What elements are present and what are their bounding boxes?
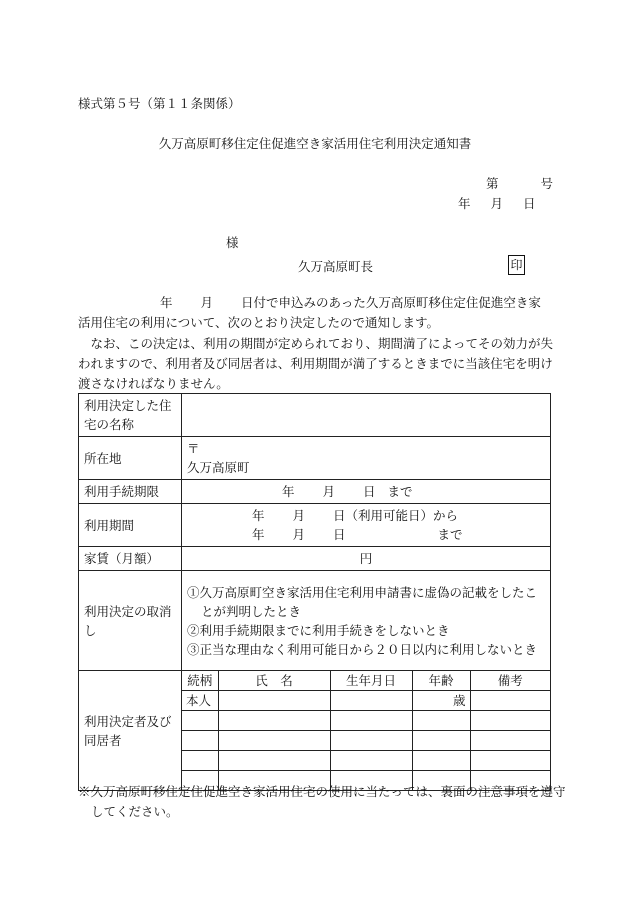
reference-suffix: 号: [540, 176, 554, 191]
deadline-year: 年: [282, 484, 295, 499]
address-label: 所在地: [79, 437, 182, 480]
recipient-honorific: 様: [226, 235, 239, 250]
cancel-item: ①久万高原町空き家活用住宅利用申請書に虚偽の記載をしたことが判明したとき: [187, 584, 538, 619]
cancel-item: ②利用手続期限までに利用手続きをしないとき: [187, 622, 450, 638]
cancel-conditions: [182, 571, 551, 671]
table-row: [182, 691, 550, 711]
issuer-name: 久万高原町長: [298, 259, 374, 274]
housing-name-label: 利用決定した住宅の名称: [79, 394, 182, 437]
deadline-label: 利用手続期限: [79, 480, 182, 504]
para1-day: 日: [241, 295, 254, 310]
body-paragraph-1: [78, 293, 553, 333]
reference-prefix: 第: [486, 176, 499, 191]
occupants-header-row: [182, 671, 550, 691]
period-end-year: 年: [252, 527, 265, 542]
rent-value: [182, 547, 551, 571]
address-value: [182, 437, 551, 480]
housing-name-value: [182, 394, 551, 437]
occupants-cell: [182, 671, 551, 791]
deadline-day: 日: [363, 484, 376, 499]
decision-table: [78, 393, 551, 791]
period-end-month: 月: [292, 527, 306, 542]
header-name: 氏 名: [218, 671, 330, 691]
form-number: 様式第５号（第１１条関係）: [78, 96, 241, 111]
rent-unit: 円: [359, 551, 373, 566]
issue-date: [458, 196, 536, 211]
deadline-value: [182, 480, 551, 504]
para1-month: 月: [200, 295, 214, 310]
period-start-month: 月: [292, 508, 306, 523]
header-birthdate: 生年月日: [330, 671, 412, 691]
period-start-year: 年: [252, 508, 265, 523]
deadline-until: まで: [387, 484, 413, 499]
date-year: 年: [458, 196, 471, 211]
header-relation: 続柄: [182, 671, 218, 691]
period-label: 利用期間: [79, 504, 182, 547]
cancel-label: 利用決定の取消し: [79, 571, 182, 671]
name-cell: [218, 691, 330, 711]
reference-number: [486, 176, 553, 191]
cancel-item: ③正当な理由なく利用可能日から２０日以内に利用しないとき: [187, 641, 538, 657]
birthdate-cell: [330, 691, 412, 711]
period-start-day: 日（利用可能日）から: [333, 508, 459, 523]
period-end-until: まで: [437, 527, 463, 542]
table-row: [182, 711, 550, 731]
relation-cell: 本人: [182, 691, 218, 711]
deadline-month: 月: [322, 484, 336, 499]
occupants-table: [182, 671, 550, 790]
body-paragraph-2: なお、この決定は、利用の期間が定められており、期間満了によってその効力が失われますので、利用者及び同居者は、利用期間が満了するときまでに当該住宅を明け渡さなければなりません。: [78, 336, 554, 391]
table-row: [182, 751, 550, 771]
date-day: 日: [523, 196, 536, 211]
rent-label: 家賃（月額）: [79, 547, 182, 571]
footnote: ※久万高原町移住定住促進空き家活用住宅の使用に当たっては、裏面の注意事項を遵守してください。: [78, 784, 566, 819]
occupants-label: 利用決定者及び同居者: [79, 671, 182, 791]
para1-text: 付で申込みのあった久万高原町移住定住促進空き家活用住宅の利用について、次のとおり決定したので通知します。: [78, 295, 541, 330]
header-remarks: 備考: [470, 671, 550, 691]
address-town: 久万高原町: [187, 460, 250, 475]
date-month: 月: [490, 196, 504, 211]
document-title: 久万高原町移住定住促進空き家活用住宅利用決定通知書: [158, 136, 472, 151]
table-row: [182, 731, 550, 751]
remarks-cell: [470, 691, 550, 711]
postal-mark: 〒: [187, 441, 200, 456]
seal-mark: 印: [508, 255, 525, 275]
age-cell: 歳: [412, 691, 470, 711]
period-value: [182, 504, 551, 547]
header-age: 年齢: [412, 671, 470, 691]
para1-year: 年: [160, 295, 173, 310]
period-end-day: 日: [333, 527, 346, 542]
